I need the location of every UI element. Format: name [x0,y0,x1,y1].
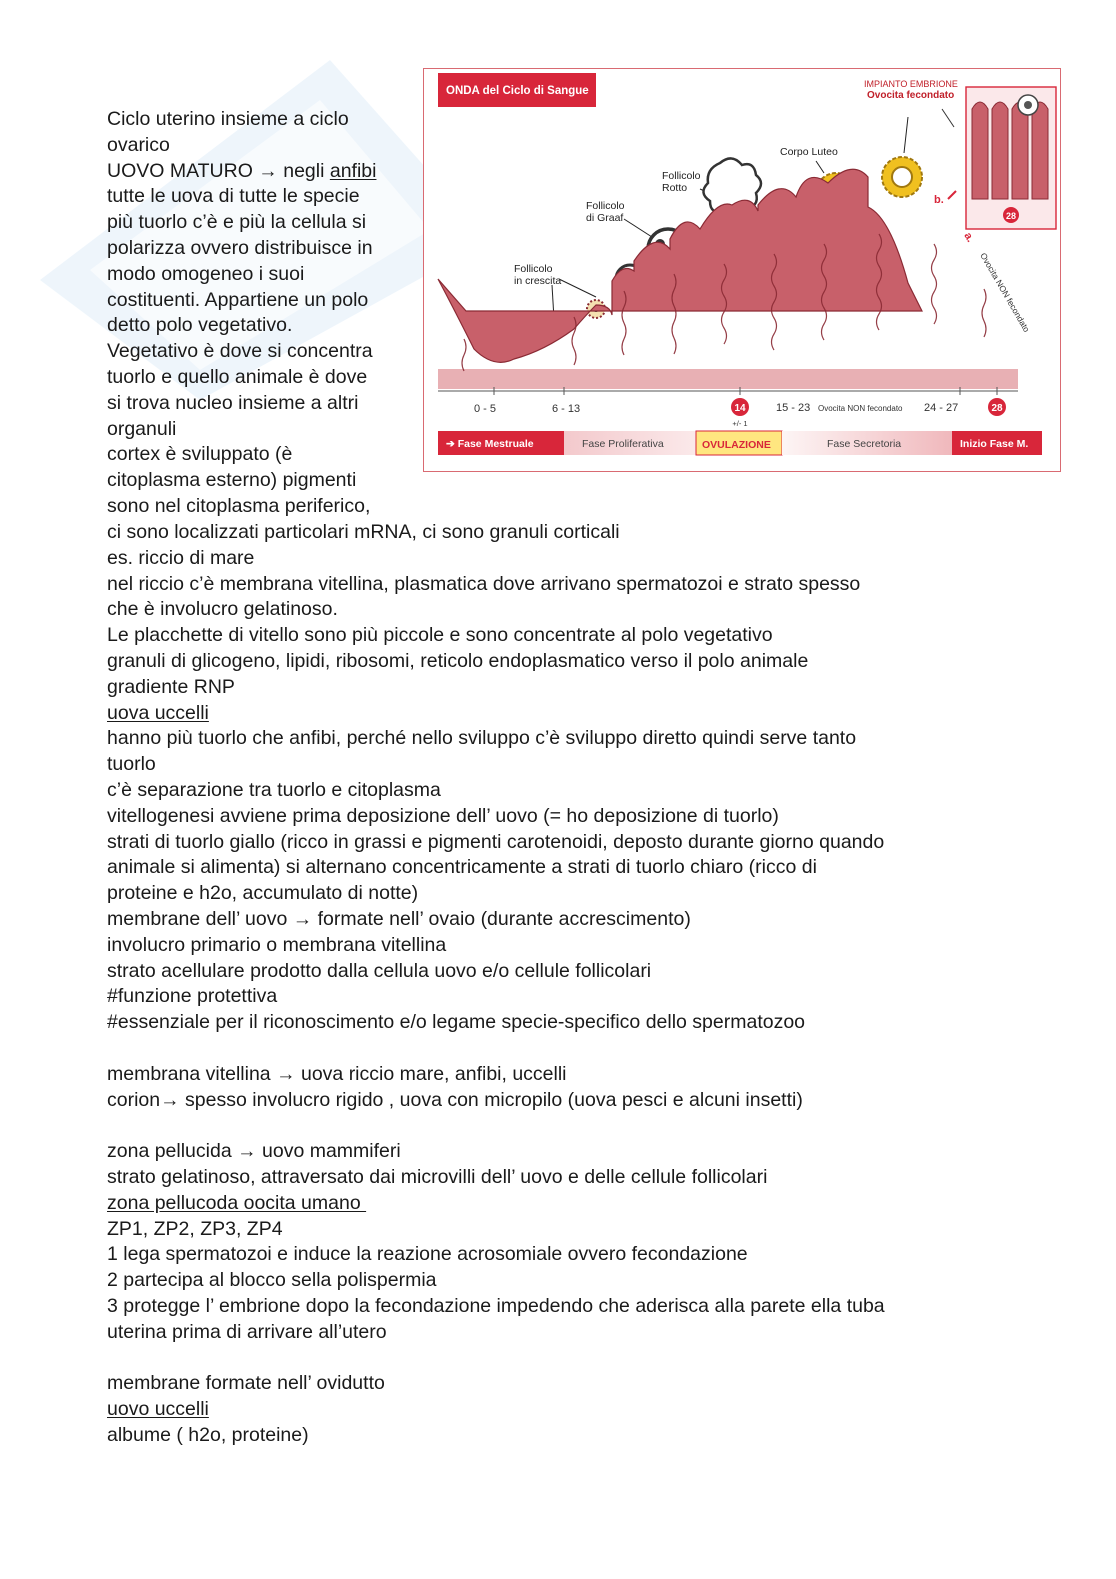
day-14-tolerance: +/- 1 [732,419,748,428]
label-b: b. [934,194,944,206]
follicolo-crescita-label-2: in crescita [514,275,562,287]
phase-mestruale-label: ➔ Fase Mestruale [446,438,534,450]
follicolo-crescita-label-1: Follicolo [514,263,553,275]
text-line: 2 partecipa al blocco sella polispermia [107,1269,437,1292]
text-line: polarizza ovvero distribuisce in [107,236,373,259]
text-line: Vegetativo è dove si concentra [107,340,373,363]
heading-uovo-uccelli: uovo uccelli [107,1398,209,1421]
text-line: sono nel citoplasma periferico, [107,494,371,517]
ovocita-non-fecondato-label: Ovocita NON fecondato [978,251,1032,334]
left-text-block [107,107,376,520]
text-line: #funzione protettiva [107,985,278,1008]
text-line: si trova nucleo insieme a altri [107,391,359,414]
main-text-block [107,520,885,1449]
day-6-13: 6 - 13 [552,403,581,415]
text-line: ovarico [107,133,170,156]
text-line: tutte le uova di tutte le specie [107,185,360,208]
text-line: organuli [107,417,177,440]
text-line: membrane dell’ uovo → formate nell’ ovaio (durante accrescimento) [107,907,691,930]
text-line: 1 lega spermatozoi e induce la reazione acrosomiale ovvero fecondazione [107,1243,748,1266]
anfibi-link: anfibi [329,159,377,182]
text-line: es. riccio di mare [107,546,255,569]
text-line-prefix: UOVO MATURO → negli [107,159,330,182]
text-line: membrana vitellina → uova riccio mare, anfibi, uccelli [107,1062,567,1085]
text-line: strato acellulare prodotto dalla cellula uovo e/o cellule follicolari [107,959,652,982]
follicolo-graaf-label-2: di Graaf [586,212,624,224]
text-line: 3 protegge l’ embrione dopo la fecondazione impedendo che aderisca alla parete ella tuba [107,1294,885,1317]
text-line: albume ( h2o, proteine) [107,1423,309,1446]
text-line: tuorlo e quello animale è dove [107,365,368,388]
text-line: involucro primario o membrana vitellina [107,933,447,956]
phase-proliferativa-label: Fase Proliferativa [582,438,664,450]
implant-sublabel: Ovocita fecondato [867,90,955,101]
blank-line [107,1036,885,1062]
text-line: corion→ spesso involucro rigido , uova con micropilo (uova pesci e alcuni insetti) [107,1088,803,1111]
day-28: 28 [991,403,1003,414]
text-line: ci sono localizzati particolari mRNA, ci sono granuli corticali [107,521,620,543]
day-0-5: 0 - 5 [474,403,497,415]
text-line: gradiente RNP [107,675,235,698]
text-line: c’è separazione tra tuorlo e citoplasma [107,778,441,801]
text-line: #essenziale per il riconoscimento e/o legame specie-specifico dello spermatozoo [107,1011,806,1034]
blank-line [107,1113,885,1139]
text-line: membrane formate nell’ ovidutto [107,1372,385,1395]
text-line: tuorlo [107,753,156,776]
follicolo-graaf-label-1: Follicolo [586,200,625,212]
text-line: vitellogenesi avviene prima deposizione dell’ uovo (= ho deposizione di tuorlo) [107,804,779,827]
text-line: hanno più tuorlo che anfibi, perché nello sviluppo c’è sviluppo diretto quindi serve tanto [107,727,857,750]
phase-ovulazione-label: OVULAZIONE [702,439,771,451]
text-line: Le placchette di vitello sono più piccole e sono concentrate al polo vegetativo [107,624,773,647]
cycle-figure [423,68,1061,472]
blank-line [107,1346,885,1372]
phase-inizio-label: Inizio Fase M. [960,438,1029,450]
text-line [107,159,376,185]
text-line: citoplasma esterno) pigmenti [107,469,357,492]
day-24-27: 24 - 27 [924,402,959,414]
corpo-luteo-label: Corpo Luteo [780,146,838,158]
phase-secretoria-label: Fase Secretoria [827,438,902,450]
heading-uova-uccelli: uova uccelli [107,701,209,724]
text-line: cortex è sviluppato (è [107,443,293,466]
text-line: ZP1, ZP2, ZP3, ZP4 [107,1217,283,1240]
text-line: granuli di glicogeno, lipidi, ribosomi, reticolo endoplasmatico verso il polo animale [107,649,809,672]
label-a: a. [961,230,977,245]
text-line: costituenti. Appartiene un polo [107,288,369,311]
heading-zona-pellucoda: zona pellucoda oocita umano [107,1191,367,1214]
follicolo-rotto-label-2: Rotto [662,182,688,194]
day-14: 14 [734,403,746,414]
implant-label: IMPIANTO EMBRIONE [864,79,958,89]
cycle-diagram [424,69,1062,473]
text-line: uterina prima di arrivare all’utero [107,1320,387,1343]
text-line: modo omogeneo i suoi [107,262,305,285]
text-line: animale si alimenta) si alternano concentricamente a strati di tuorlo chiaro (ricco di [107,856,817,879]
text-line: nel riccio c’è membrana vitellina, plasmatica dove arrivano spermatozoi e strato spesso [107,572,861,595]
text-line: detto polo vegetativo. [107,314,293,337]
day-15-23: 15 - 23 [776,402,811,414]
text-line: che è involucro gelatinoso. [107,598,338,621]
text-line: zona pellucida → uovo mammiferi [107,1140,401,1163]
day-15-23-note: Ovocita NON fecondato [818,404,903,413]
day-badge-28-inset-label: 28 [1005,211,1017,221]
endometrium-mucosa [438,169,922,362]
text-line: proteine e h2o, accumulato di notte) [107,882,419,905]
follicolo-rotto-label-1: Follicolo [662,170,701,182]
text-line: strato gelatinoso, attraversato dai microvilli dell’ uovo e delle cellule follicolari [107,1165,768,1188]
text-line: più tuorlo c’è e più la cellula si [107,211,367,234]
text-line: strati di tuorlo giallo (ricco in grassi e pigmenti carotenoidi, deposto durante giorno quando [107,830,885,853]
figure-title: ONDA del Ciclo di Sangue [446,85,589,97]
text-line: Ciclo uterino insieme a ciclo [107,108,349,130]
